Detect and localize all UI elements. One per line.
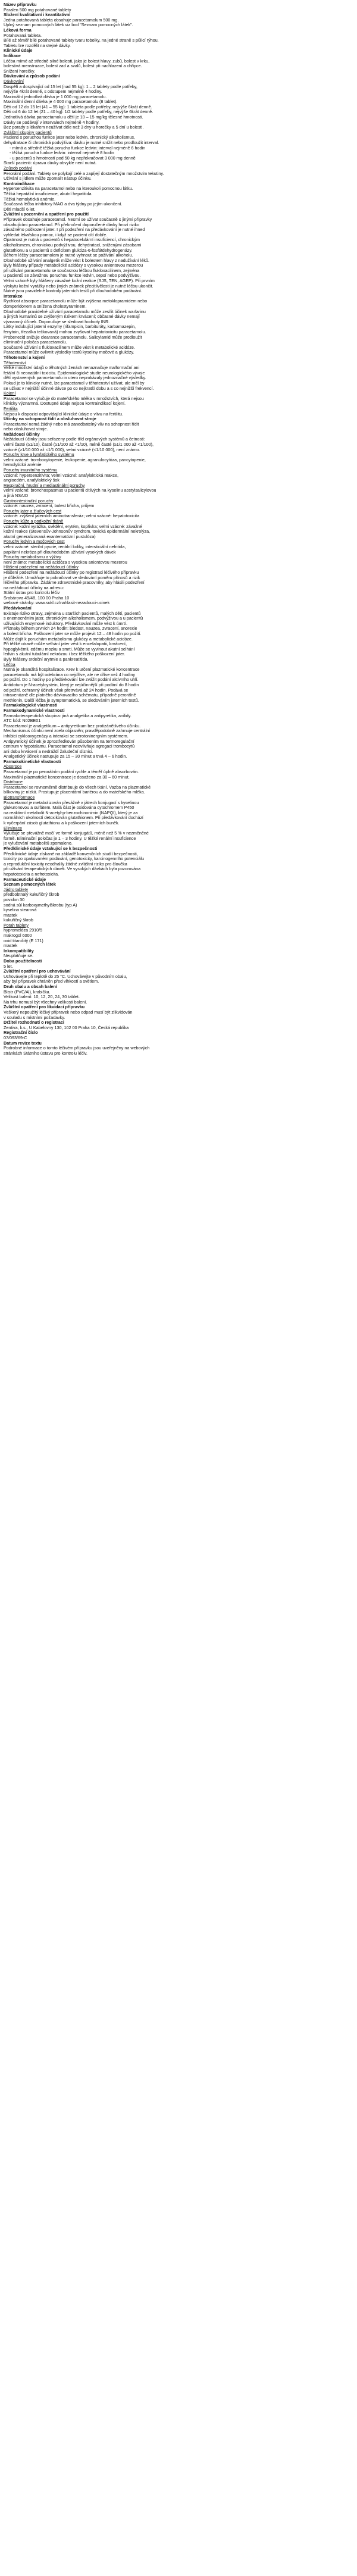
text-line: formě. Eliminační poločas je 1 – 3 hodiny. U těžké renální insuficience xyxy=(4,836,136,841)
text-line: Uchovávejte při teplotě do 25 °C. Uchovávejte v původním obalu, xyxy=(4,974,127,979)
text-line: Bílé až téměř bílé potahované tablety tvaru tobolky, na jedné straně s půlicí rýhou. xyxy=(4,38,159,43)
text-line: se užívat v nejnižší účinné dávce po co nejkratší dobu a s co nejnižší frekvencí. xyxy=(4,386,154,391)
text-line: 07/093/69-C xyxy=(4,1035,27,1040)
text-line: angioedém, anafylaktický šok xyxy=(4,478,60,483)
text-line: domperidonem a snížena cholestyraminem. xyxy=(4,304,87,310)
text-line: Vylučuje se převážně močí ve formě konjugátů, méně než 5 % v nezměněné xyxy=(4,831,149,836)
text-line: Děti od 12 do 15 let (41 – 55 kg): 1 tableta podle potřeby, nejvýše 6krát denně. xyxy=(4,104,152,110)
text-line: eliminační poločas paracetamolu. xyxy=(4,340,67,345)
text-line: fetální či neonatální toxicitu. Epidemiologické studie neurologického vývoje xyxy=(4,370,145,376)
section-heading: Interakce xyxy=(4,293,23,299)
section-heading: Název přípravku xyxy=(4,2,37,7)
text-line: dětí vystavených paracetamolu in utero neprokázaly jednoznačné výsledky. xyxy=(4,376,146,381)
text-line: Hlášení podezření na nežádoucí účinky po registraci léčivého přípravku xyxy=(4,570,139,575)
text-line: hepatotoxicita a nefrotoxicita. xyxy=(4,871,60,877)
section-heading: Nežádoucí účinky xyxy=(4,432,40,437)
subsection-heading: Způsob podání xyxy=(4,166,32,171)
text-line: vzácné: zvýšení jaterních aminotransferáz; velmi vzácné: hepatotoxicita xyxy=(4,514,140,519)
text-line: intravenózně dle platného dávkovacího schématu, případně perorálně xyxy=(4,693,136,698)
text-line: Velmi vzácně byly hlášeny závažné kožní reakce (SJS, TEN, AGEP). Při prvním xyxy=(4,279,155,284)
text-line: Nutná je okamžitá hospitalizace. Krev k určení plazmatické koncentrace xyxy=(4,667,140,673)
text-line: glukuronovou a sulfátem. Malá část je oxidována cytochromem P450 xyxy=(4,805,134,811)
text-line: léčivého přípravku. Žádáme zdravotnické pracovníky, aby hlásili podezření xyxy=(4,580,145,586)
text-line: závažného poškození jater. I při podezření na předávkování je nutné ihned xyxy=(4,227,145,233)
text-line: Na trhu nemusí být všechny velikosti balení. xyxy=(4,999,87,1005)
text-line: velmi vzácné: sterilní pyurie, renální koliky, intersticiální nefritida, xyxy=(4,544,126,549)
subsection-heading: Poruchy kůže a podkožní tkáně xyxy=(4,518,64,524)
text-line: Potahovaná tableta. xyxy=(4,33,42,38)
section-heading: Farmakodynamické vlastnosti xyxy=(4,708,65,713)
text-line: po požití. Do 1 hodiny po předávkování lze zvážit podání aktivního uhlí. xyxy=(4,677,139,683)
text-line: Těžká hepatální insuficience, akutní hepatitida. xyxy=(4,191,93,196)
text-line: Perorální podání. Tablety se polykají celé a zapíjejí dostatečným množstvím tekutiny. xyxy=(4,171,164,176)
subsection-heading: Respirační, hrudní a mediastinální poruchy xyxy=(4,483,85,488)
subsection-heading: Dávkování xyxy=(4,79,24,84)
text-line: Při těžké otravě může selhání jater vést k encefalopatii, krvácení, xyxy=(4,642,127,647)
text-line: papilární nekróza při dlouhodobém užívání vysokých dávek xyxy=(4,549,116,555)
text-line: aby byl přípravek chráněn před vlhkostí a světlem. xyxy=(4,979,99,984)
section-heading: Zvláštní opatření pro likvidaci přípravku xyxy=(4,1005,85,1010)
text-line: Byly hlášeny případy metabolické acidózy s vysokou aniontovou mezerou xyxy=(4,263,143,268)
text-line: Maximální jednotlivá dávka je 1 000 mg paracetamolu. xyxy=(4,94,107,99)
text-line: kyselina stearová xyxy=(4,908,37,913)
subsection-heading: Kojení xyxy=(4,391,16,396)
text-line: Hypersenzitivita na paracetamol nebo na kteroukoli pomocnou látku. xyxy=(4,186,133,192)
section-heading: Předklinické údaje vztahující se k bezpečnosti xyxy=(4,846,98,851)
text-line: Veškerý nepoužitý léčivý přípravek nebo odpad musí být zlikvidován xyxy=(4,1009,133,1015)
text-line: Dlouhodobé pravidelné užívání paracetamolu může zesílit účinek warfarinu xyxy=(4,309,146,314)
text-line: Farmakoterapeutická skupina: jiná analgetika a antipyretika, anilidy. xyxy=(4,713,131,718)
text-line: hemolytická anémie xyxy=(4,462,42,468)
text-line: Analgetický účinek nastupuje za 15 – 30 minut a trvá 4 – 6 hodin. xyxy=(4,754,127,759)
text-line: velmi vzácné: trombocytopenie, leukopenie, agranulocytóza, pancytopenie, xyxy=(4,457,146,462)
text-line: Těžká hemolytická anémie. xyxy=(4,196,56,202)
text-line: 5 let. xyxy=(4,964,13,969)
text-line: mastek xyxy=(4,912,18,918)
text-line: na reaktivní metabolit N-acetyl-p-benzochinonimin (NAPQI), který je za xyxy=(4,810,138,815)
text-line: alkoholismem, chronickou podvýživou, dehydratací, sníženými zásobami xyxy=(4,242,142,248)
section-heading: Inkompatibility xyxy=(4,948,34,954)
text-line: Existuje riziko otravy, zejména u starších pacientů, malých dětí, pacientů xyxy=(4,611,141,616)
text-line: Zentiva, k.s., U Kabelovny 130, 102 00 Praha 10, Česká republika xyxy=(4,1025,129,1030)
subsection-heading: Fertilita xyxy=(4,406,18,411)
text-line: od požití, ochranný účinek však přetrvává až 24 hodin. Podává se xyxy=(4,687,129,693)
text-line: Předklinické údaje získané na základě konvenčních studií bezpečnosti, xyxy=(4,851,138,856)
text-line: Děti mladší 6 let. xyxy=(4,207,36,212)
text-line: hypromelóza 2910/5 xyxy=(4,928,43,933)
text-line: a jiná NSAID xyxy=(4,493,29,498)
text-line: Paracetamol je metabolizován převážně v játrech konjugací s kyselinou xyxy=(4,800,139,805)
section-heading: Účinky na schopnost řídit a obsluhovat stroje xyxy=(4,417,96,422)
text-line: obsahujícími paracetamol. Při překročení doporučené dávky hrozí riziko xyxy=(4,222,140,227)
text-line: Pokud je to klinicky nutné, lze paracetamol v těhotenství užívat, ale měl by xyxy=(4,380,145,386)
text-line: je vylučování metabolitů zpomaleno. xyxy=(4,841,73,846)
text-line: Příznaky během prvních 24 hodin: bledost, nauzea, zvracení, anorexie xyxy=(4,626,137,632)
text-line: na nežádoucí účinky na adresu: xyxy=(4,585,64,590)
text-line: Léčba mírné až středně silné bolesti, jako je bolest hlavy, zubů, bolest v krku, xyxy=(4,58,150,64)
text-line: oxid titaničitý (E 171) xyxy=(4,938,43,943)
section-heading: Zvláštní upozornění a opatření pro použití xyxy=(4,212,89,217)
subsection-heading: Eliminace xyxy=(4,826,23,831)
section-heading: Držitel rozhodnutí o registraci xyxy=(4,1020,64,1026)
text-line: vzácné: hypersenzitivita; velmi vzácné: anafylaktická reakce, xyxy=(4,473,118,478)
section-heading: Léková forma xyxy=(4,27,32,33)
section-heading: Složení kvalitativní i kvantitativní xyxy=(4,12,71,18)
text-line: normálních okolností detoxikován glutathionem. Při předávkování dochází xyxy=(4,815,143,821)
text-line: Antipyretický účinek je zprostředkován působením na termoregulační xyxy=(4,739,134,744)
text-line: toxicity po opakovaném podávání, genotoxicity, karcinogenního potenciálu xyxy=(4,856,145,862)
text-line: Nežádoucí účinky jsou seřazeny podle tříd orgánových systémů a četnosti: xyxy=(4,437,145,442)
text-line: povidon 30 xyxy=(4,897,25,902)
text-line: a jiných kumarinů se zvýšeným rizikem krvácení; občasné dávky nemají xyxy=(4,314,140,320)
bullet-item: - u pacientů s hmotností pod 50 kg nepřekračovat 3 000 mg denně xyxy=(4,156,353,161)
subsection-heading: Poruchy imunitního systému xyxy=(4,468,58,473)
text-line: Antidotum je N-acetylcystein, který je nejúčinnější při podání do 8 hodin xyxy=(4,682,139,687)
text-line: je důležité. Umožňuje to pokračovat ve sledování poměru přínosů a rizik xyxy=(4,575,140,580)
text-line: předbobtnalý kukuřičný škrob xyxy=(4,892,60,898)
text-line: Paracetamol je analgetikum – antipyretikum bez protizánětlivého účinku. xyxy=(4,723,141,729)
text-line: paracetamolu má být odebrána co nejdříve, ale ne dříve než 4 hodiny xyxy=(4,672,135,677)
text-line: kukuřičný škrob xyxy=(4,918,33,923)
text-line: významný účinek. Doporučuje se sledovat hodnoty INR. xyxy=(4,319,110,324)
text-line: vzácné (≥1/10 000 až <1/1 000), velmi vzácné (<1/10 000), není známo. xyxy=(4,447,140,452)
text-line: Rychlost absorpce paracetamolu může být zvýšena metoklopramidem nebo xyxy=(4,299,148,304)
text-line: Opatrnost je nutná u pacientů s hepatocelulární insuficiencí, chronickým xyxy=(4,237,140,243)
text-line: nebo obsluhovat stroje. xyxy=(4,427,48,432)
text-line: Paracetamol může ovlivnit výsledky testů kyseliny močové a glukózy. xyxy=(4,350,134,355)
text-line: Jedna potahovaná tableta obsahuje paracetamolum 500 mg. xyxy=(4,17,119,23)
text-line: Probenecid snižuje clearance paracetamolu. Salicylamid může prodloužit xyxy=(4,334,142,340)
text-line: Užívání s jídlem může zpomalit nástup účinku. xyxy=(4,176,92,182)
text-line: Dlouhodobé užívání analgetik může vést k bolestem hlavy z nadužívání léků. xyxy=(4,258,149,263)
text-line: Během léčby paracetamolem je nutné vyhnout se požívání alkoholu. xyxy=(4,253,133,258)
text-line: při užívání terapeutických dávek. Ve vysokých dávkách byla pozorována xyxy=(4,867,141,872)
section-heading: Registrační číslo xyxy=(4,1030,38,1036)
text-line: webové stránky: www.sukl.cz/nahlasit-nezadouci-ucinek xyxy=(4,601,110,606)
text-line: vzácné: nauzea, zvracení, bolest břicha, průjem xyxy=(4,504,95,509)
text-line: dehydratace či chronická podvýživa: dávku je nutné snížit nebo prodloužit interval. xyxy=(4,140,159,146)
text-line: Paracetamol se vylučuje do mateřského mléka v množstvích, která nejsou xyxy=(4,396,144,401)
text-line: Děti od 6 do 12 let (21 – 40 kg): 1/2 tablety podle potřeby, nejvýše 6krát denně. xyxy=(4,110,154,115)
bullet-item: - mírná a středně těžká porucha funkce ledvin: interval nejméně 6 hodin xyxy=(4,146,353,151)
text-line: Státní ústav pro kontrolu léčiv xyxy=(4,590,60,596)
text-line: Dávky se podávají v intervalech nejméně 4 hodiny. xyxy=(4,120,100,125)
text-line: při užívání paracetamolu se současnou léčbou flukloxacilinem, zejména xyxy=(4,268,140,273)
text-line: akutní generalizovaná exantematózní pustulóza) xyxy=(4,534,96,539)
section-heading: Druh obalu a obsah balení xyxy=(4,984,57,989)
section-heading: Zvláštní opatření pro uchovávání xyxy=(4,969,71,974)
subsection-heading: Jádro tablety xyxy=(4,887,29,892)
text-line: ATC kód: N02BE01 xyxy=(4,718,41,724)
text-line: Mechanismus účinku není zcela objasněn; pravděpodobně zahrnuje centrální xyxy=(4,729,151,734)
text-line: Úplný seznam pomocných látek viz bod "Seznam pomocných látek". xyxy=(4,23,133,28)
text-line: užívajících enzymové induktory. Předávkování může vést k úmrtí. xyxy=(4,621,127,626)
text-line: Může dojít k poruchám metabolismu glukózy a metabolické acidóze. xyxy=(4,636,133,642)
text-line: Maximální denní dávka je 4 000 mg paracetamolu (8 tablet). xyxy=(4,99,118,105)
text-line: Současná léčba inhibitory MAO a dva týdny po jejím ukončení. xyxy=(4,202,123,207)
text-line: Jednotlivá dávka paracetamolu u dětí je 10 – 15 mg/kg tělesné hmotnosti. xyxy=(4,115,143,120)
text-line: centrum v hypotalamu. Paracetamol neovlivňuje agregaci trombocytů xyxy=(4,744,135,749)
text-line: bílkoviny je nízká. Prostupuje placentární bariérou a do mateřského mléka. xyxy=(4,790,145,795)
section-heading: Datum revize textu xyxy=(4,1040,42,1046)
text-line: mastek xyxy=(4,943,18,949)
subsection-heading: Poruchy ledvin a močových cest xyxy=(4,539,65,545)
text-line: Paracetamol se rovnoměrně distribuuje do všech tkání. Vazba na plazmatické xyxy=(4,784,151,790)
text-line: Starší pacienti: úprava dávky obvykle není nutná. xyxy=(4,161,97,166)
subsection-heading: Hlášení podezření na nežádoucí účinky xyxy=(4,565,79,570)
subsection-heading: Poruchy krve a lymfatického systému xyxy=(4,452,74,458)
text-line: výskytu kožní vyrážky nebo jiných známek přecitlivělosti je nutné léčbu ukončit. xyxy=(4,283,154,289)
text-line: fenytoin, třezalka tečkovaná) mohou zvyšovat hepatotoxicitu paracetamolu. xyxy=(4,330,146,334)
text-line: Byly hlášeny srdeční arytmie a pankreatitida. xyxy=(4,657,89,662)
text-line: Šrobárova 49/48, 100 00 Praha 10 xyxy=(4,595,70,601)
subsection-heading: Těhotenství xyxy=(4,360,26,365)
text-line: Látky indukující jaterní enzymy (rifampicin, barbituráty, karbamazepin, xyxy=(4,324,136,330)
text-line: vzácné: kožní vyrážka, svědění, erytém, kopřivka; velmi vzácné: závažné xyxy=(4,524,142,529)
section-heading: Farmakologické vlastnosti xyxy=(4,703,58,708)
text-line: velmi časté (≥1/10), časté (≥1/100 až <1/10), méně časté (≥1/1 000 až <1/100), xyxy=(4,442,154,448)
section-heading: Farmakokinetické vlastnosti xyxy=(4,759,61,764)
text-line: methionin. Další léčba je symptomatická, se sledováním jaterních testů. xyxy=(4,698,139,703)
text-line: Velké množství údajů o těhotných ženách nenaznačuje malformační ani xyxy=(4,365,140,371)
text-line: Bez porady s lékařem neužívat déle než 3 dny u horečky a 5 dní u bolesti. xyxy=(4,125,144,130)
section-heading: Předávkování xyxy=(4,606,32,611)
text-line: Velikost balení: 10, 12, 20, 24, 30 tablet. xyxy=(4,995,80,1000)
text-line: v souladu s místními požadavky. xyxy=(4,1015,65,1020)
section-heading: Farmaceutické údaje xyxy=(4,877,46,882)
text-line: ledvin s akutní tubulární nekrózou i bez těžkého poškození jater. xyxy=(4,652,126,657)
subsection-heading: Potah tablety xyxy=(4,923,29,928)
subsection-heading: Gastrointestinální poruchy xyxy=(4,498,54,504)
text-line: Neuplatňuje se. xyxy=(4,954,33,959)
text-line: Nejsou k dispozici odpovídající klinické údaje o vlivu na fertilitu. xyxy=(4,411,123,417)
text-line: Blistr (PVC/Al), krabička. xyxy=(4,989,51,995)
section-heading: Seznam pomocných látek xyxy=(4,882,56,887)
text-line: Tabletu lze rozdělit na stejné dávky. xyxy=(4,43,71,48)
text-line: u pacientů se závažnou poruchou funkce ledvin, sepsí nebo podvýživou. xyxy=(4,273,141,279)
text-line: a reprodukční toxicity neodhalily žádné zvláštní riziko pro člověka xyxy=(4,861,127,867)
text-line: kožní reakce (Stevensův-Johnsonův syndrom, toxická epidermální nekrolýza, xyxy=(4,529,151,534)
text-line: bolestivá menstruace, bolest zad a svalů, bolest při nachlazení a chřipce. xyxy=(4,64,142,69)
text-line: k vyčerpání zásob glutathionu a k poškození jaterních buněk. xyxy=(4,821,120,826)
text-line: ani dobu krvácení a nedráždí žaludeční sliznici. xyxy=(4,749,93,754)
subsection-heading: Léčba xyxy=(4,662,15,667)
text-line: Nutné jsou pravidelné kontroly jaterních testů při dlouhodobém podávání. xyxy=(4,289,142,294)
text-line: klinicky významná. Dostupné údaje nejsou kontraindikací kojení. xyxy=(4,401,126,407)
text-line: s onemocněním jater, chronickým alkoholismem, podvýživou a u pacientů xyxy=(4,616,143,621)
text-line: Současné užívání s flukloxacilinem může vést k metabolické acidóze. xyxy=(4,345,135,350)
text-line: inhibici cyklooxygenázy a interakci se serotoninergním systémem. xyxy=(4,733,129,739)
section-heading: Doba použitelnosti xyxy=(4,959,42,964)
section-heading: Indikace xyxy=(4,53,21,58)
subsection-heading: Absorpce xyxy=(4,764,22,770)
section-heading: Klinické údaje xyxy=(4,48,33,54)
section-heading: Těhotenství a kojení xyxy=(4,355,45,360)
text-line: Paracetamol nemá žádný nebo má zanedbatelný vliv na schopnost řídit xyxy=(4,421,139,427)
text-line: makrogol 6000 xyxy=(4,933,32,939)
text-line: Podrobné informace o tomto léčivém přípravku jsou uveřejněny na webových xyxy=(4,1046,150,1051)
text-line: Maximální plazmatické koncentrace je dosaženo za 30 – 60 minut. xyxy=(4,774,130,780)
text-line: velmi vzácné: bronchospasmus u pacientů citlivých na kyselinu acetylsalicylovou xyxy=(4,488,156,493)
subsection-heading: Zvláštní skupiny pacientů xyxy=(4,130,52,135)
section-heading: Kontraindikace xyxy=(4,181,35,186)
text-line: Paracetamol je po perorálním podání rychle a téměř úplně absorbován. xyxy=(4,770,139,775)
text-line: Paralen 500 mg potahované tablety xyxy=(4,7,71,12)
text-line: sodná sůl karboxymethylškrobu (typ A) xyxy=(4,902,77,908)
subsection-heading: Poruchy metabolismu a výživy xyxy=(4,555,61,560)
text-line: glutathionu a u pacientů s deficitem glukóza-6-fosfátdehydrogenázy. xyxy=(4,248,133,253)
section-heading: Dávkování a způsob podání xyxy=(4,74,60,79)
subsection-heading: Distribuce xyxy=(4,780,23,785)
bullet-item: - těžká porucha funkce ledvin: interval nejméně 8 hodin xyxy=(4,151,353,156)
text-line: stránkách Státního ústavu pro kontrolu léčiv. xyxy=(4,1051,87,1056)
subsection-heading: Poruchy jater a žlučových cest xyxy=(4,508,62,514)
text-line: hypoglykémii, edému mozku a smrti. Může se vyvinout akutní selhání xyxy=(4,646,135,652)
text-line: Dospělí a dospívající od 15 let (nad 55 kg): 1 – 2 tablety podle potřeby, xyxy=(4,84,137,89)
text-line: Pacienti s poruchou funkce jater nebo ledvin, chronický alkoholismus, xyxy=(4,135,135,140)
text-line: není známo: metabolická acidóza s vysokou aniontovou mezerou xyxy=(4,559,127,565)
text-line: nejvýše 4krát denně, s odstupem nejméně 4 hodiny. xyxy=(4,89,102,95)
text-line: vyhledat lékařskou pomoc, i když se pacient cítí dobře. xyxy=(4,232,108,237)
text-line: Snížení horečky. xyxy=(4,68,35,74)
text-line: a bolest břicha. Poškození jater se může projevit 12 – 48 hodin po požití. xyxy=(4,632,142,637)
subsection-heading: Biotransformace xyxy=(4,795,35,801)
text-line: Přípravek obsahuje paracetamol. Nesmí se užívat současně s jinými přípravky xyxy=(4,217,152,222)
